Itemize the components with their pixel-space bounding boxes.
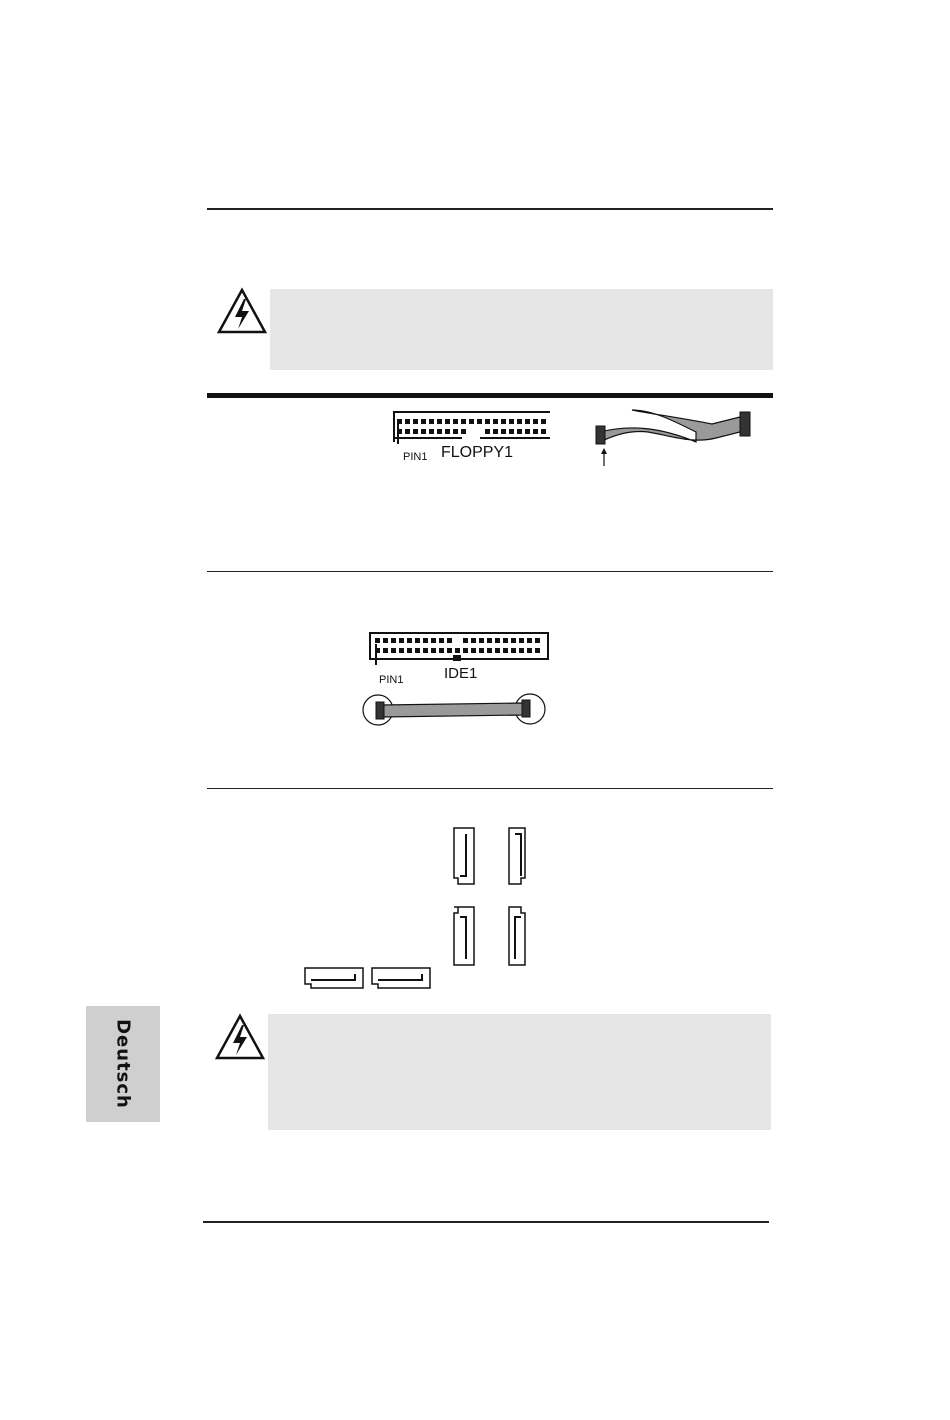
language-side-tab-label: Deutsch [112,1019,134,1109]
floppy-connector-diagram [392,410,554,446]
sata-connector-vertical-1 [452,826,476,886]
sata-connector-horizontal-2 [370,966,432,990]
ide-connector-label: IDE1 [444,665,478,682]
ide-connector-diagram [369,632,551,666]
floppy-connector-label: FLOPPY1 [441,444,514,461]
floppy-ribbon-cable [592,406,756,472]
language-side-tab [86,1006,160,1122]
section-separator-thick [207,393,773,398]
section-separator-2 [207,788,773,789]
sata-connector-horizontal-1 [303,966,365,990]
sata-connector-vertical-3 [452,905,476,967]
top-rule [207,208,773,210]
warning-lightning-icon [216,287,268,335]
warning-lightning-icon [214,1013,266,1061]
sata-connector-vertical-4 [507,905,527,967]
section-separator-1 [207,571,773,572]
bottom-rule [203,1221,769,1223]
sata-connector-vertical-2 [507,826,527,886]
floppy-pin1-label: PIN1 [403,451,428,463]
warning-note-box-1 [270,289,773,370]
warning-note-box-2 [268,1014,771,1130]
ide-ribbon-cable [360,692,548,728]
ide-pin1-label: PIN1 [379,674,404,686]
